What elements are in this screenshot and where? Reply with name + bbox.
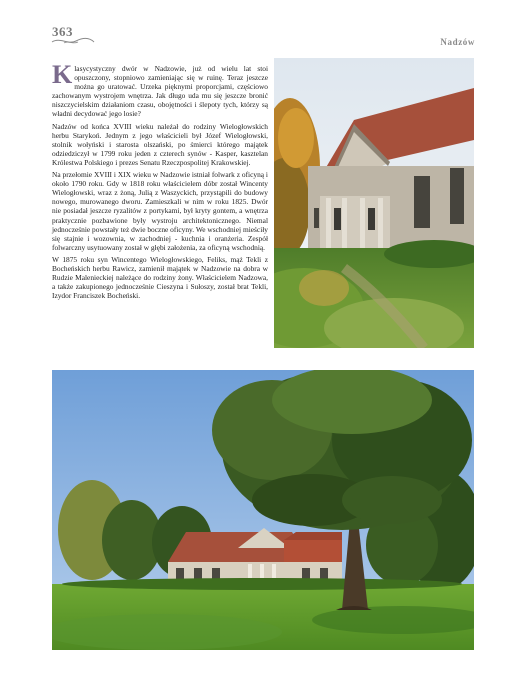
article-body bbox=[52, 60, 268, 303]
dropcap: K bbox=[52, 60, 73, 89]
page-number: 363 bbox=[52, 24, 73, 39]
article-paragraph-4: W 1875 roku syn Wincentego Wielogłowskiego, Feliks, mąż Tekli z Bocheńskich herbu Rawicz, zamienił majątek w Nadzowie na dobra w Rudzie Malenieckiej należące do rodziny żony. Właścicielem Nadzowa, a także zakupionego jednocześnie Cieszyna i Sułoszy, został brat Tekli, Izydor Franciszek Bocheński. bbox=[52, 254, 268, 301]
article-paragraph-3: Na przełomie XVIII i XIX wieku w Nadzowie istniał folwark z oficyną i około 1790 roku. Gdy w 1818 roku właścicielem dóbr został Wincenty Wielogłowski, wraz z żoną, Julią z Waszyckich, przystąpili do budowy nowego, murowanego dworu. Zamieszkali w nim w roku 1825. Dwór nie posiadał jeszcze ryzalitów z portykami, był kryty gontem, a wnętrza praktycznie pozbawione były wystroju architektonicznego. Niemal jednocześnie powstały też dwie boczne oficyny. We wschodniej mieściły się stajnie i wozownia, w zachodniej - kuchnia i oranżeria. Zespół folwarczny usytuowany został w głębi założenia, za oficyną wschodnią. bbox=[52, 170, 268, 252]
running-head: Nadzów bbox=[440, 37, 475, 47]
ornament-flourish-icon bbox=[50, 36, 96, 46]
manor-with-oak-photo bbox=[52, 370, 474, 650]
article-paragraph-2: Nadzów od końca XVIII wieku należał do rodziny Wielogłowskich herbu Starykoń. Jednym z jego właścicieli był Józef Wielogłowski, stolnik wołyński i starosta olszański, po śmierci którego majątek odziedziczył w 1799 roku jeden z czterech synów - Kasper, kasztelan Królestwa Polskiego i prezes Senatu Rzeczpospolitej Krakowskiej. bbox=[52, 121, 268, 167]
manor-facade-photo bbox=[274, 58, 474, 348]
article-paragraph-1: Klasycystyczny dwór w Nadzowie, już od wielu lat stoi opuszczony, stopniowo zamieniając się w ruinę. Teraz jeszcze można go uratować. Urzeka pięknymi proporcjami, częściowo zachowanym wystrojem wnętrza. Jak długo uda mu się jeszcze bronić niszczycielskim działaniom czasu, obojętności i ślepoty tych, którzy są władni decydować jego losie? bbox=[52, 60, 268, 119]
